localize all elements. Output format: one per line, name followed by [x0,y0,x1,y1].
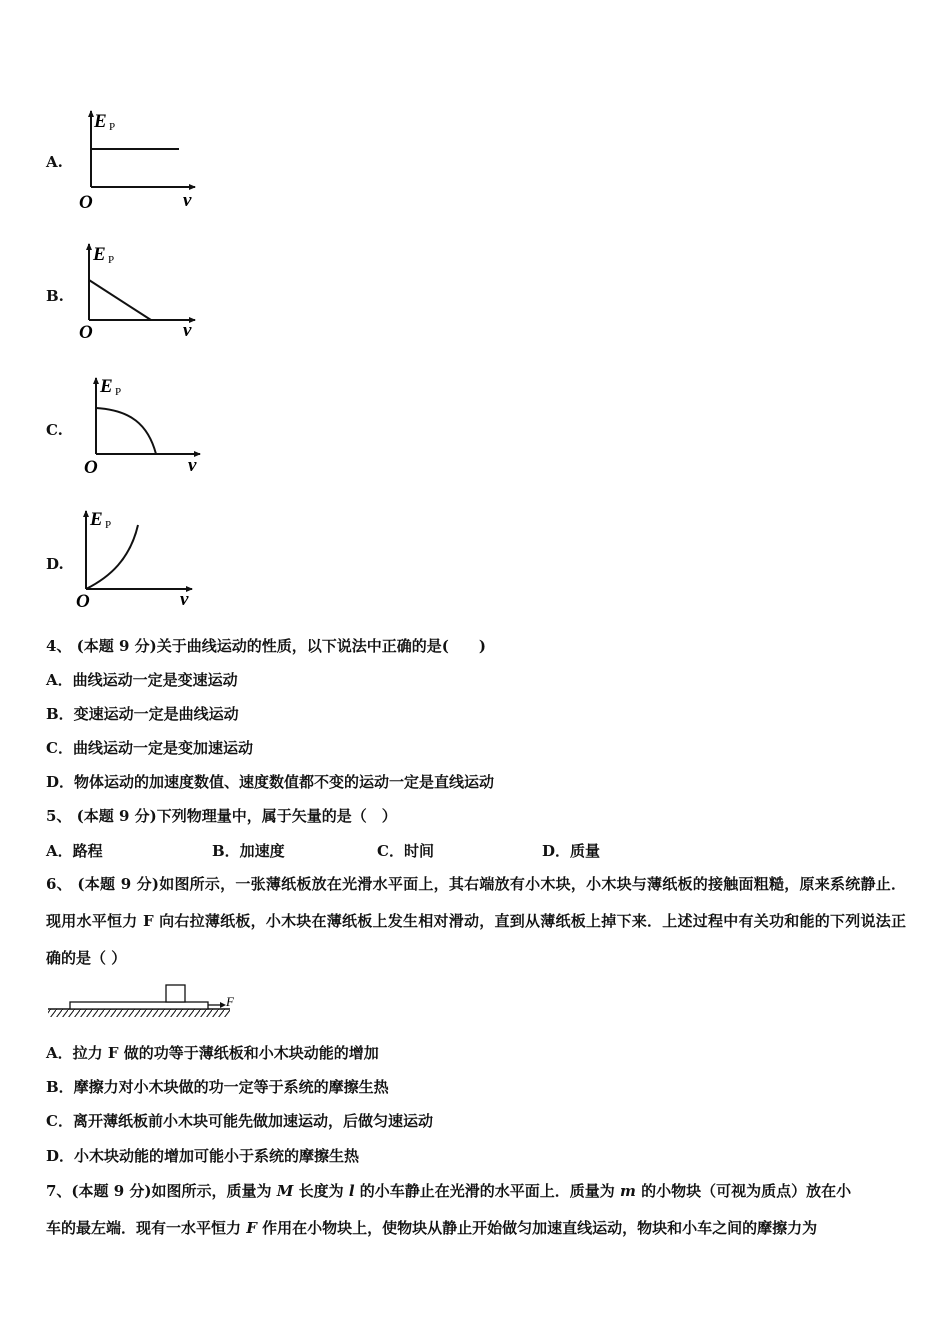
wood-block [166,985,185,1002]
q4-option-c: C．曲线运动一定是变加速运动 [46,739,253,757]
q4-option-a: A．曲线运动一定是变速运动 [46,671,238,689]
q7-var-f: F [246,1219,257,1237]
q7-text: 长度为 [293,1182,349,1200]
x-axis-label: v [180,589,189,610]
q7-text: 的小物块（可视为质点）放在小 [635,1182,852,1200]
ep-curve [89,280,151,320]
y-axis-subscript: P [109,121,116,133]
option-b-label: B. [46,287,64,305]
q5-option-d: D．质量 [542,842,601,860]
paper-board [70,1002,208,1009]
q7-text: 7、(本题 9 分)如图所示，质量为 [46,1182,277,1200]
graph-b [75,238,205,348]
y-axis-label: E [90,509,103,530]
y-axis-subscript: P [108,254,115,266]
y-axis-label: E [100,376,113,397]
q6-option-a: A．拉力 F 做的功等于薄纸板和小木块动能的增加 [46,1044,379,1062]
x-axis-label: v [188,455,197,476]
q5-option-b: B．加速度 [212,842,285,860]
q4-option-b: B．变速运动一定是曲线运动 [46,705,239,723]
q6-figure [44,978,244,1023]
origin-label: O [79,322,93,343]
graph-a [75,105,205,215]
y-axis-label: E [94,111,107,132]
q7-text: 的小车静止在光滑的水平面上．质量为 [354,1182,620,1200]
q4-option-d: D．物体运动的加速度数值、速度数值都不变的运动一定是直线运动 [46,773,495,791]
x-axis-label: v [183,320,192,341]
option-d-label: D. [46,555,64,573]
q7-text: 作用在小物块上，使物块从静止开始做匀加速直线运动，物块和小车之间的摩擦力为 [256,1219,818,1237]
q6-option-b: B．摩擦力对小木块做的功一定等于系统的摩擦生热 [46,1078,389,1096]
q7-line-2 [46,1218,817,1238]
q7-var-m: m [619,1182,636,1200]
q6-option-c: C．离开薄纸板前小木块可能先做加速运动，后做匀速运动 [46,1112,433,1130]
q4-stem: 4、 (本题 9 分)关于曲线运动的性质，以下说法中正确的是( ) [46,637,486,655]
origin-label: O [79,192,93,213]
origin-label: O [76,591,90,612]
graph-d [72,505,202,615]
option-c-label: C. [46,421,63,439]
graph-c [80,372,210,482]
q7-var-m-cap: M [276,1182,294,1200]
origin-label: O [84,457,98,478]
force-label: F [226,994,234,1009]
y-axis-label: E [93,244,106,265]
y-axis-subscript: P [115,386,122,398]
x-axis-label: v [183,190,192,211]
q5-stem: 5、 (本题 9 分)下列物理量中，属于矢量的是（ ） [46,807,397,825]
q7-line-1 [46,1181,851,1201]
q6-option-d: D．小木块动能的增加可能小于系统的摩擦生热 [46,1147,360,1165]
q6-stem: 6、 (本题 9 分)如图所示，一张薄纸板放在光滑水平面上，其右端放有小木块，小木块与薄纸板的接触面粗糙，原来系统静止．现用水平恒力 F 向右拉薄纸板，小木块在薄纸板上发生相对滑动，直到从薄纸板上掉下来．上述过程中有关功和能的下列说法正确的是（ ） [46,875,906,967]
q7-var-l: l [348,1182,355,1200]
ground-hatch [48,1009,230,1017]
y-axis-subscript: P [105,519,112,531]
q5-option-a: A．路程 [46,842,103,860]
ep-curve [96,408,156,454]
ep-curve [86,525,138,589]
option-a-label: A. [46,153,63,171]
q7-text: 车的最左端．现有一水平恒力 [46,1219,247,1237]
q5-option-c: C．时间 [377,842,434,860]
